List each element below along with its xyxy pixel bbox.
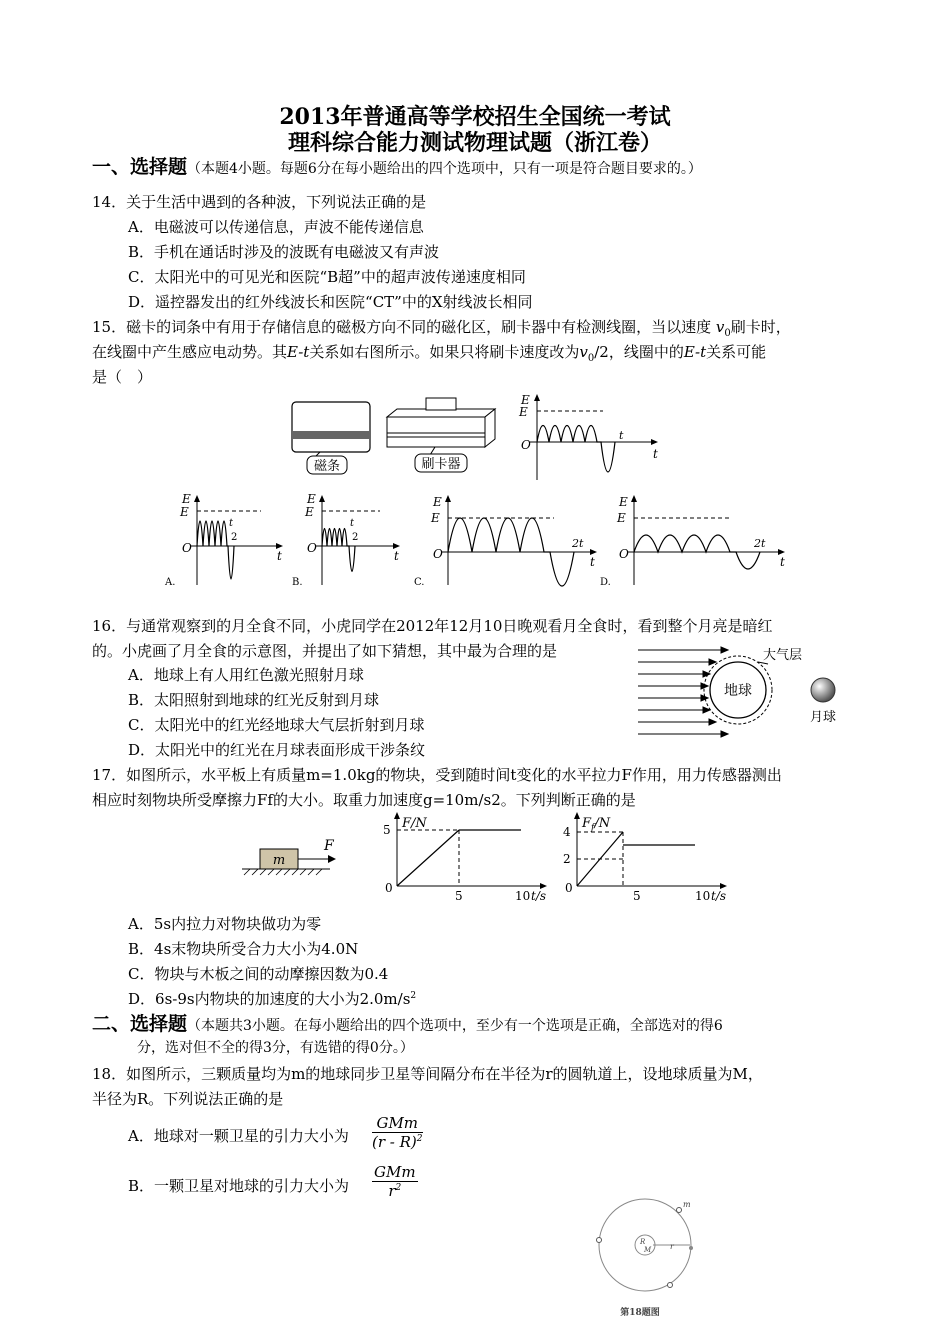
q15-choice-b-graph (292, 492, 402, 587)
force-label: F (324, 838, 334, 854)
fig-sat-m: m (683, 1200, 691, 1209)
b-half-t0: t (350, 518, 355, 529)
q15-text-2d: 关系可能 (706, 343, 767, 361)
force-arrow (328, 855, 336, 863)
q15-text-2a: 在线圈中产生感应电动势。其 (92, 343, 288, 361)
q18-option-b: B．一颗卫星对地球的引力大小为 (128, 1177, 350, 1195)
q17-option-d (128, 990, 416, 1008)
q18-orbit-figure (590, 1195, 710, 1325)
d-axis-t: t (780, 555, 785, 569)
satellite-1 (677, 1208, 682, 1213)
f-ramp-line (397, 830, 459, 886)
g1-origin: 0 (385, 881, 393, 895)
g2-ytick-4: 4 (563, 825, 571, 839)
q15-card-reader-figure (285, 395, 505, 480)
q17-option-a: A．5s内拉力对物块做功为零 (128, 915, 322, 933)
main-t0: t (619, 429, 624, 442)
q17-option-c: C．物块与木板之间的动摩擦因数为0.4 (128, 965, 389, 983)
magnetic-stripe (292, 431, 370, 439)
a-axis-e: E (182, 492, 191, 506)
q16-line-2: 的。小虎画了月全食的示意图，并提出了如下猜想，其中最为合理的是 (92, 642, 558, 660)
q15-sub0: 0 (724, 328, 731, 339)
q17-f-t-graph (375, 810, 555, 905)
a-axis-t: t (277, 549, 282, 563)
q15-text-1a: 15．磁卡的词条中有用于存储信息的磁极方向不同的磁化区，刷卡器中有检测线圈，当以速度 (92, 318, 712, 336)
q14-option-c: C．太阳光中的可见光和医院“B超”中的超声波传递速度相同 (128, 268, 526, 286)
fig-radius: r (670, 1242, 674, 1251)
q17-ff-t-graph (555, 810, 735, 905)
atmosphere-label: 大气层 (763, 648, 803, 663)
q15-v0-half: v (579, 343, 588, 361)
orbit-marker (689, 1246, 693, 1250)
b-half-den: 2 (352, 532, 359, 543)
c-axis-e: E (433, 495, 442, 509)
q14-option-d: D．遥控器发出的红外线波长和医院“CT”中的X射线波长相同 (128, 293, 533, 311)
g2-origin: 0 (565, 881, 573, 895)
fig-r-big: R (640, 1238, 646, 1246)
q14-option-a: A．电磁波可以传递信息，声波不能传递信息 (128, 218, 424, 236)
q15-choice-a-graph (165, 492, 285, 587)
a-axis-e0: E (180, 505, 189, 519)
g1-xtick-10: 10 (515, 889, 531, 903)
title-line-1: 2013年普通高等学校招生全国统一考试 (279, 104, 671, 130)
q17-line-1: 17．如图所示，水平板上有质量m=1.0kg的物块，受到随时间t变化的水平拉力F作用，用力传感器测出 (92, 766, 782, 784)
section2 (92, 1013, 723, 1036)
frac-b-den: $r^2$ (388, 1182, 402, 1200)
b-axis-e0: E (305, 505, 314, 519)
moon-label: 月球 (809, 710, 837, 725)
q15-et-2: E-t (683, 343, 707, 361)
frac-b-num: GMm (374, 1163, 416, 1181)
main-axis-t: t (653, 447, 658, 461)
section1 (92, 156, 702, 179)
q17-option-d-text: D．6s-9s内物块的加速度的大小为2.0m/s (128, 990, 411, 1008)
q17-block-figure (238, 835, 348, 880)
main-axis-e: E (521, 393, 530, 407)
magnetic-card (292, 402, 370, 452)
section1-note: （本题4小题。每题6分在每小题给出的四个选项中，只有一项是符合题目要求的。） (187, 161, 702, 177)
b-axis-o: O (307, 541, 317, 555)
d-axis-o: O (619, 547, 629, 561)
g1-ytick-5: 5 (383, 823, 391, 837)
figure-caption: 第18题图 (620, 1308, 660, 1318)
c-axis-e0: E (431, 511, 440, 525)
choice-b-label: B. (292, 577, 303, 588)
q16-option-d: D．太阳光中的红光在月球表面形成干涉条纹 (128, 741, 426, 759)
card-reader (387, 417, 485, 447)
main-axis-o: O (521, 438, 531, 452)
d-two-t0: 2t (754, 537, 766, 550)
section2-note-1: （本题共3小题。在每小题给出的四个选项中，至少有一个选项是正确，全部选对的得6 (187, 1018, 723, 1034)
c-axis-t: t (590, 555, 595, 569)
q15-text-1b: 刷卡时， (730, 318, 791, 336)
moon-circle (811, 678, 835, 702)
c-axis-o: O (433, 547, 443, 561)
a-half-t0: t (229, 518, 234, 529)
b-axis-t: t (394, 549, 399, 563)
d-axis-e0: E (617, 511, 626, 525)
card-label: 磁条 (313, 459, 341, 474)
g2-xunit: t/s (711, 889, 727, 903)
q18-line-1: 18．如图所示，三颗质量均为m的地球同步卫星等间隔分布在半径为r的圆轨道上，设地球质量为M， (92, 1065, 763, 1083)
choice-d-label: D. (600, 577, 611, 588)
c-two-t0: 2t (572, 537, 584, 550)
reader-label: 刷卡器 (421, 457, 461, 472)
q18-frac-a (372, 1114, 423, 1151)
q17-option-b: B．4s末物块所受合力大小为4.0N (128, 940, 359, 958)
a-axis-o: O (182, 541, 192, 555)
q16-option-b: B．太阳照射到地球的红光反射到月球 (128, 691, 380, 709)
q16-line-1: 16．与通常观察到的月全食不同，小虎同学在2012年12月10日晚观看月全食时，看到整个月亮是暗红 (92, 617, 773, 635)
q16-eclipse-figure (630, 640, 850, 740)
b-axis-e: E (307, 492, 316, 506)
section1-heading: 一、选择题 (92, 156, 188, 178)
g2-ytick-2: 2 (563, 852, 571, 866)
q14-option-b: B．手机在通话时涉及的波既有电磁波又有声波 (128, 243, 440, 261)
g2-xtick-5: 5 (633, 889, 641, 903)
q15-text-2b: 关系如右图所示。如果只将刷卡速度改为 (309, 343, 580, 361)
q18-line-2: 半径为R。下列说法正确的是 (92, 1090, 284, 1108)
title-line-2: 理科综合能力测试物理试题（浙江卷） (287, 130, 662, 156)
d-axis-e: E (619, 495, 628, 509)
q18-option-a: A．地球对一颗卫星的引力大小为 (128, 1127, 349, 1145)
g1-xtick-5: 5 (455, 889, 463, 903)
frac-a-den: (r - R)$^2$ (372, 1133, 423, 1151)
satellite-2 (597, 1238, 602, 1243)
q15-text-2c: /2，线圈中的 (594, 343, 684, 361)
g1-ylabel: F/N (402, 816, 427, 831)
section2-heading: 二、选择题 (92, 1013, 188, 1035)
g1-xunit: t/s (531, 889, 547, 903)
main-axis-e0: E (519, 405, 528, 419)
frac-a-num: GMm (372, 1114, 423, 1133)
q15-line-1 (92, 318, 791, 340)
g2-xtick-10: 10 (695, 889, 711, 903)
choice-c-label: C. (414, 577, 425, 588)
fig-m-big: M (644, 1246, 652, 1254)
q16-option-c: C．太阳光中的红光经地球大气层折射到月球 (128, 716, 425, 734)
q15-line-3: 是（ ） (92, 368, 153, 386)
q15-v0: v (715, 318, 725, 336)
q15-choice-d-graph (600, 492, 790, 587)
q15-sub0b: 0 (587, 353, 595, 364)
q17-line-2: 相应时刻物块所受摩擦力Ff的大小。取重力加速度g=10m/s2。下列判断正确的是 (92, 791, 636, 809)
satellite-3 (668, 1283, 673, 1288)
q15-choice-c-graph (414, 492, 599, 587)
section2-note-2: 分，选对但不全的得3分，有选错的得0分。） (137, 1040, 414, 1056)
q17-option-d-sup: 2 (410, 991, 417, 1001)
block-mass-label: m (272, 853, 286, 868)
q14-stem: 14．关于生活中遇到的各种波，下列说法正确的是 (92, 193, 427, 211)
q15-main-et-graph (515, 392, 665, 487)
choice-a-label: A. (165, 577, 176, 588)
earth-label: 地球 (724, 683, 752, 699)
q15-line-2 (92, 343, 766, 365)
q16-option-a: A．地球上有人用红色激光照射月球 (128, 666, 364, 684)
a-half-den: 2 (231, 532, 238, 543)
q18-frac-b (372, 1163, 418, 1200)
q15-et: E-t (287, 343, 310, 361)
g2-ylabel: $F_f/N$ (582, 816, 611, 833)
